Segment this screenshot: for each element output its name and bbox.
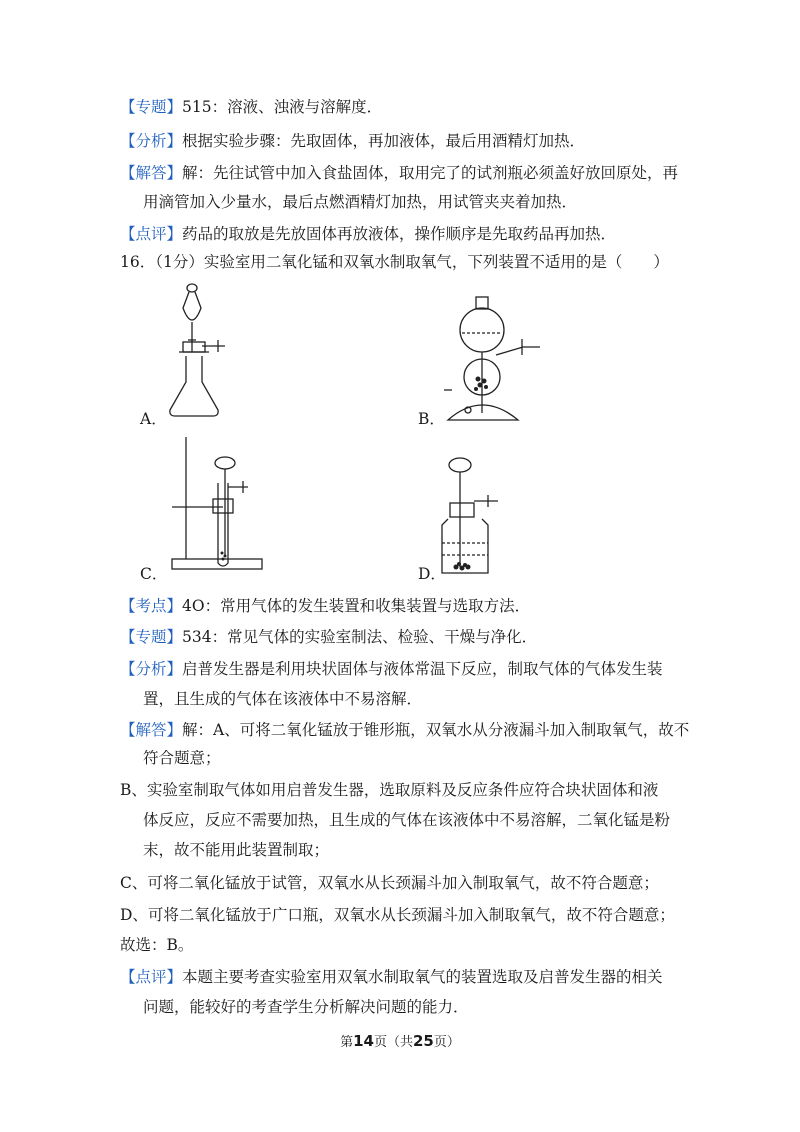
explain-b-text-2: 体反应，反应不需要加热，且生成的气体在该液体中不易溶解，二氧化锰是粉 [143,811,671,829]
tag-kaodian: 【考点】 [120,597,183,615]
option-c-label: C． [140,565,168,583]
explain-d-line [120,905,675,925]
analysis-line-2 [120,659,663,679]
choice-line [120,935,193,955]
comment-text-2b: 问题，能较好的考查学生分析解决问题的能力． [143,998,469,1016]
tag-analysis-2: 【分析】 [120,660,183,678]
tag-topic-2: 【专题】 [120,628,183,646]
explain-b-line-3 [143,840,329,860]
tag-comment: 【点评】 [120,225,183,243]
analysis-line [120,131,585,151]
answer-text: 解：先往试管中加入食盐固体，取用完了的试剂瓶必须盖好放回原处，再 [182,164,679,182]
topic-line [120,97,382,117]
choice-text: 故选：B。 [120,936,194,954]
tag-comment-2: 【点评】 [120,968,183,986]
analysis-text: 根据实验步骤：先取固体，再加液体，最后用酒精灯加热． [182,132,586,150]
kaodian-text: 4O：常用气体的发生装置和收集装置与选取方法． [182,597,531,615]
explain-b-line [120,780,658,800]
footer-page-number: 14 [353,1032,374,1050]
explain-c-line [120,873,659,893]
figure-a-apparatus [165,280,245,420]
comment-line-2b [143,997,469,1017]
question-text: 16．（1分）实验室用二氧化锰和双氧水制取氧气，下列装置不适用的是（ ） [120,253,669,271]
explain-b-text-3: 末，故不能用此装置制取； [143,841,330,859]
page-footer [0,1031,800,1050]
topic-text: 515：溶液、浊液与溶解度． [182,98,383,116]
tag-topic: 【专题】 [120,98,183,116]
footer-total-pages: 25 [413,1032,434,1050]
topic-line-2 [120,627,537,647]
answer-text-2: 用滴管加入少量水，最后点燃酒精灯加热，用试管夹夹着加热． [143,193,578,211]
comment-text: 药品的取放是先放固体再放液体，操作顺序是先取药品再加热． [182,225,617,243]
footer-pre: 第 [340,1035,354,1050]
tag-answer: 【解答】 [120,164,183,182]
comment-text-2: 本题主要考查实验室用双氧水制取氧气的装置选取及启普发生器的相关 [182,968,663,986]
figure-c-test-tube-stand [168,435,268,575]
footer-post: 页） [433,1035,460,1050]
answer-line [120,163,678,183]
answer-text-b: 解：A、可将二氧化锰放于锥形瓶，双氧水从分液漏斗加入制取氧气，故不 [182,721,690,739]
answer-line-b [120,720,689,740]
kaodian-line [120,596,530,616]
analysis-text-2: 启普发生器是利用块状固体与液体常温下反应，制取气体的气体发生装 [182,660,663,678]
topic-text-2: 534：常见气体的实验室制法、检验、干燥与净化． [182,628,538,646]
explain-d-text: D、可将二氧化锰放于广口瓶，双氧水从长颈漏斗加入制取氧气，故不符合题意； [120,906,675,924]
answer-text-b2: 符合题意； [143,749,221,767]
explain-b-text: B、实验室制取气体如用启普发生器，选取原料及反应条件应符合块状固体和液 [120,781,659,799]
figure-b-kipps-apparatus [438,295,548,430]
tag-answer-b: 【解答】 [120,721,183,739]
analysis-line-2b [143,689,422,709]
figure-d-wide-mouth-bottle [438,455,508,580]
explain-c-text: C、可将二氧化锰放于试管，双氧水从长颈漏斗加入制取氧气，故不符合题意； [120,874,659,892]
answer-line-2 [143,192,577,212]
explain-b-line-2 [143,810,670,830]
footer-mid: 页（共 [373,1035,413,1050]
analysis-text-2b: 置，且生成的气体在该液体中不易溶解． [143,690,423,708]
comment-line-2 [120,967,663,987]
option-d-label: D． [418,565,446,583]
option-a-label: A． [140,410,167,428]
answer-line-b2 [143,748,221,768]
comment-line [120,224,616,244]
tag-analysis: 【分析】 [120,132,183,150]
option-b-label: B． [418,410,445,428]
